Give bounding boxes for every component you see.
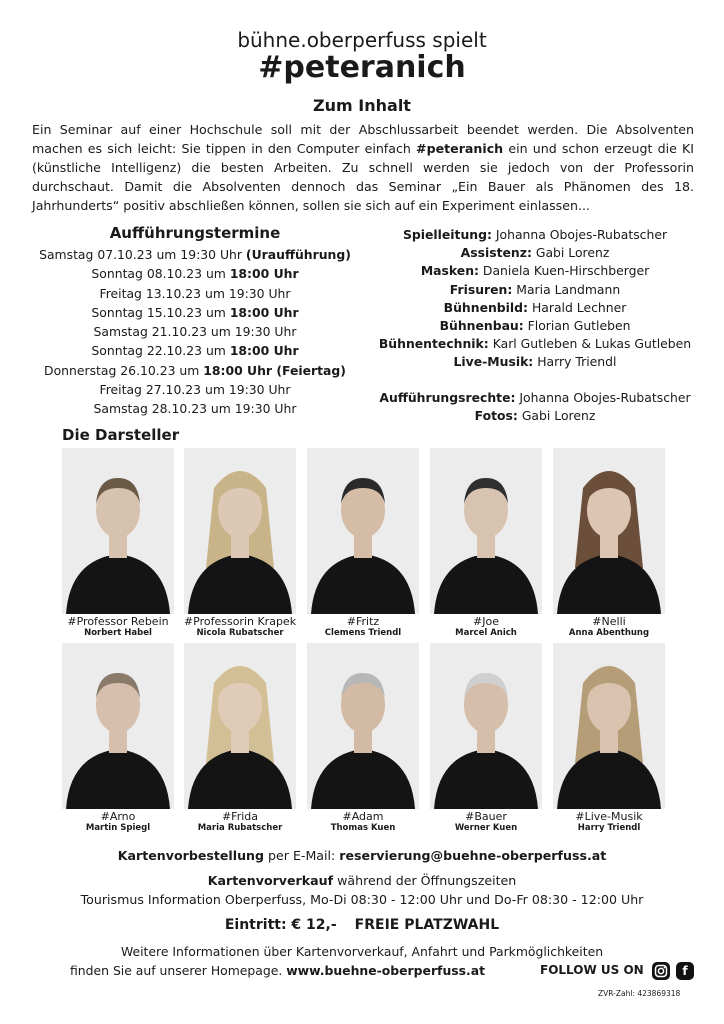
cast-actor: Nicola Rubatscher xyxy=(196,628,284,638)
cast-heading: Die Darsteller xyxy=(62,426,180,444)
inhalt-text xyxy=(32,120,694,215)
cast-photo xyxy=(62,448,174,614)
date-text: Samstag 07.10.23 um 19:30 Uhr xyxy=(39,247,246,262)
date-highlight: 18:00 Uhr xyxy=(229,343,299,359)
date-highlight: 18:00 Uhr (Feiertag) xyxy=(203,362,346,378)
date-text: Sonntag 08.10.23 um xyxy=(91,266,230,282)
credit-label: Bühnentechnik: xyxy=(378,336,489,352)
instagram-icon[interactable] xyxy=(652,962,670,980)
cast-card xyxy=(307,448,419,638)
info-homepage-text: finden Sie auf unserer Homepage. xyxy=(70,963,287,978)
date-item xyxy=(20,264,370,283)
credit-value: Gabi Lorenz xyxy=(531,245,610,261)
vvk-line xyxy=(0,873,724,888)
info-line-homepage xyxy=(70,963,485,978)
order-email-link[interactable]: reservierung@buehne-oberperfuss.at xyxy=(339,848,607,863)
date-item xyxy=(20,361,370,380)
cast-role: #Adam xyxy=(342,810,384,823)
instagram-glyph xyxy=(652,962,670,980)
cast-photo xyxy=(307,643,419,809)
credit-value: Florian Gutleben xyxy=(523,318,631,334)
date-item xyxy=(20,245,370,264)
credit-label: Bühnenbild: xyxy=(443,299,528,315)
date-highlight: 18:00 Uhr xyxy=(229,266,299,282)
date-item xyxy=(20,284,370,303)
cast-role: #Nelli xyxy=(592,615,626,628)
cast-card xyxy=(62,643,174,833)
credit-item xyxy=(360,262,710,280)
cast-card xyxy=(62,448,174,638)
cast-role: #Frida xyxy=(221,810,259,823)
cast-actor: Clemens Triendl xyxy=(324,628,402,638)
cast-actor: Harry Triendl xyxy=(577,823,641,833)
vvk-label: Kartenvorverkauf xyxy=(207,873,334,888)
date-text: Sonntag 15.10.23 um xyxy=(91,304,230,320)
cast-photo xyxy=(184,448,296,614)
inhalt-text-hashtag: #peteranich xyxy=(416,141,504,156)
facebook-glyph: f xyxy=(682,964,688,978)
cast-actor: Norbert Habel xyxy=(84,628,152,638)
date-item xyxy=(20,380,370,399)
cast-actor: Anna Abenthung xyxy=(568,628,650,638)
cast-photo xyxy=(184,643,296,809)
credit-value: Johanna Obojes-Rubatscher xyxy=(491,227,668,242)
date-item xyxy=(20,341,370,360)
credit-item xyxy=(360,353,710,371)
credit-item xyxy=(360,244,710,262)
vvk-hours: Tourismus Information Oberperfuss, Mo-Di 08:30 - 12:00 Uhr und Do-Fr 08:30 - 12:00 Uhr xyxy=(80,892,644,907)
date-item xyxy=(20,399,370,418)
inhalt-heading: Zum Inhalt xyxy=(313,96,411,115)
cast-card xyxy=(553,643,665,833)
credit-value: Harald Lechner xyxy=(528,299,627,315)
date-text: Freitag 27.10.23 um 19:30 Uhr xyxy=(99,382,291,398)
credit-value: Johanna Obojes-Rubatscher xyxy=(515,390,691,405)
inhalt-text-after: ein und schon erzeugt die KI (künstliche Intelligenz) die besten Arbeiten. Zu schnell werden sie jedoch von der Professorin durchschaut. Damit die Absolventen dennoch das Seminar „Ein Bauer als Phänomen des 18. Jahrhunderts“ positiv abschließen können, sollen sie sich auf ein Experiment einlassen... xyxy=(32,141,694,213)
date-text: Donnerstag 26.10.23 um xyxy=(44,362,204,378)
credit-value: Daniela Kuen-Hirschberger xyxy=(478,263,650,279)
date-text: Sonntag 22.10.23 um xyxy=(91,343,230,359)
credits-extra xyxy=(360,389,710,425)
date-item xyxy=(20,303,370,322)
credit-item xyxy=(360,335,710,353)
order-label: Kartenvorbestellung xyxy=(117,848,265,863)
date-text: Samstag 28.10.23 um 19:30 Uhr xyxy=(93,401,297,417)
date-highlight: (Uraufführung) xyxy=(245,247,351,262)
price-line xyxy=(0,917,724,933)
order-line xyxy=(0,848,724,863)
credit-item xyxy=(360,317,710,335)
credit-label: Bühnenbau: xyxy=(439,318,524,334)
cast-photo xyxy=(430,643,542,809)
cast-actor: Thomas Kuen xyxy=(330,823,396,833)
credit-item xyxy=(360,281,710,299)
cast-actor: Werner Kuen xyxy=(454,823,518,833)
cast-card xyxy=(184,448,296,638)
credit-label: Frisuren: xyxy=(449,281,513,297)
cast-role: #Bauer xyxy=(465,810,507,823)
cast-actor: Maria Rubatscher xyxy=(197,823,283,833)
follow-us-label: FOLLOW US ON xyxy=(540,963,644,977)
credit-label: Live-Musik: xyxy=(453,354,534,370)
date-highlight: 18:00 Uhr xyxy=(229,304,299,320)
cast-photo xyxy=(307,448,419,614)
date-text: Freitag 13.10.23 um 19:30 Uhr xyxy=(99,285,291,301)
credit-value: Gabi Lorenz xyxy=(517,408,596,424)
credit-label: Spielleitung: xyxy=(402,227,492,242)
cast-actor: Marcel Anich xyxy=(455,628,517,638)
cast-role: #Arno xyxy=(100,810,136,823)
cast-card xyxy=(430,448,542,638)
cast-role: #Professorin Krapek xyxy=(183,615,297,628)
credit-label: Masken: xyxy=(420,263,479,279)
dates-list xyxy=(20,245,370,419)
cast-actor: Martin Spiegl xyxy=(85,823,151,833)
order-mid: per E-Mail: xyxy=(264,848,340,863)
date-item xyxy=(20,322,370,341)
cast-card xyxy=(307,643,419,833)
homepage-link[interactable]: www.buehne-oberperfuss.at xyxy=(286,963,486,978)
credit-value: Harry Triendl xyxy=(533,354,617,370)
cast-card xyxy=(430,643,542,833)
info-line: Weitere Informationen über Kartenvorverkauf, Anfahrt und Parkmöglichkeiten xyxy=(120,944,604,959)
zvr-number: ZVR-Zahl: 423869318 xyxy=(598,989,681,998)
cast-photo xyxy=(553,643,665,809)
cast-card xyxy=(553,448,665,638)
price: Eintritt: € 12,- xyxy=(224,917,337,933)
date-text: Samstag 21.10.23 um 19:30 Uhr xyxy=(93,324,297,340)
cast-role: #Professor Rebein xyxy=(67,615,169,628)
credit-label: Fotos: xyxy=(474,408,518,424)
credit-label: Aufführungsrechte: xyxy=(379,390,516,405)
main-title: #peteranich xyxy=(258,50,466,85)
cast-role: #Fritz xyxy=(346,615,380,628)
credit-item xyxy=(360,389,710,407)
credit-value: Karl Gutleben & Lukas Gutleben xyxy=(488,336,692,352)
cast-photo xyxy=(62,643,174,809)
dates-heading: Aufführungstermine xyxy=(109,224,281,242)
credit-item xyxy=(360,226,710,244)
credit-label: Assistenz: xyxy=(460,245,532,261)
seating: FREIE PLATZWAHL xyxy=(354,917,500,933)
credit-item xyxy=(360,299,710,317)
cast-photo xyxy=(553,448,665,614)
cast-role: #Live-Musik xyxy=(575,810,643,823)
credit-item xyxy=(360,407,710,425)
credit-value: Maria Landmann xyxy=(512,281,621,297)
inhalt-text-before: Ein Seminar auf einer Hochschule soll mit der Abschlussarbeit beendet werden. Die Absolventen machen es sich leicht: Sie tippen in den Computer einfach xyxy=(32,122,694,156)
cast-card xyxy=(184,643,296,833)
facebook-icon[interactable] xyxy=(676,962,694,980)
vvk-rest: während der Öffnungszeiten xyxy=(333,873,517,888)
credits-list xyxy=(360,226,710,372)
cast-role: #Joe xyxy=(473,615,499,628)
pre-title: bühne.oberperfuss spielt xyxy=(237,28,487,52)
cast-photo xyxy=(430,448,542,614)
